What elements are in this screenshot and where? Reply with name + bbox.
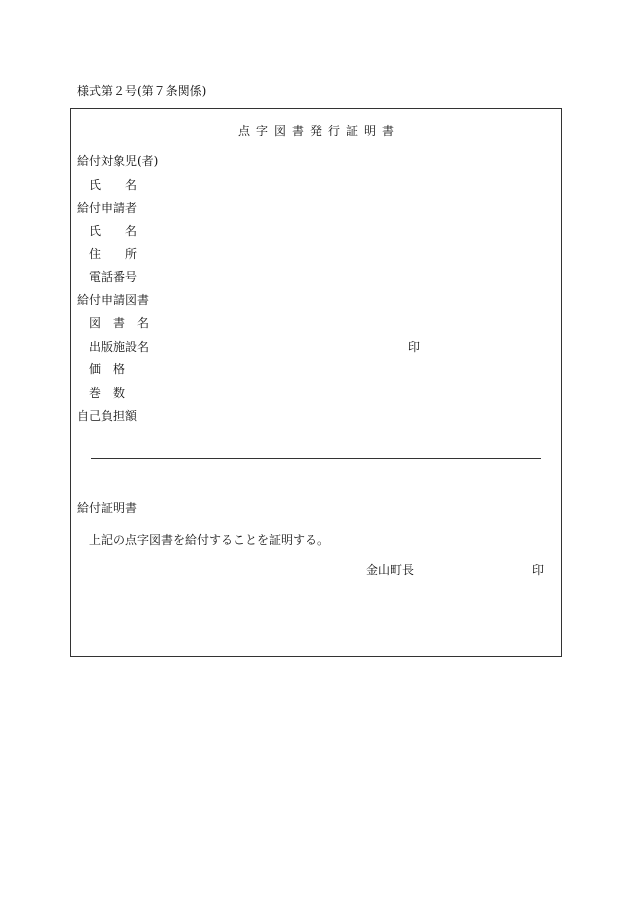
- publisher-seal-mark: 印: [408, 340, 421, 354]
- mayor-seal-mark: 印: [532, 563, 545, 577]
- recipient-heading: 給付対象児(者): [77, 154, 159, 168]
- book-heading: 給付申請図書: [77, 293, 150, 307]
- certificate-statement: 上記の点字図書を給付することを証明する。: [89, 533, 330, 547]
- form-number-label: 様式第２号(第７条関係): [77, 84, 207, 98]
- publisher-label: 出版施設名: [89, 340, 150, 354]
- recipient-name-label: 氏 名: [89, 178, 138, 192]
- form-frame: [70, 108, 562, 657]
- volumes-label: 巻 数: [89, 386, 126, 400]
- mayor-label: 金山町長: [366, 563, 415, 577]
- self-pay-label: 自己負担額: [77, 409, 138, 423]
- price-label: 価 格: [89, 362, 126, 376]
- document-title: 点字図書発行証明書: [237, 124, 400, 138]
- applicant-phone-label: 電話番号: [89, 270, 138, 284]
- applicant-heading: 給付申請者: [77, 201, 138, 215]
- certificate-heading: 給付証明書: [77, 501, 138, 515]
- applicant-address-label: 住 所: [89, 247, 138, 261]
- applicant-name-label: 氏 名: [89, 224, 138, 238]
- book-title-label: 図 書 名: [89, 316, 150, 330]
- section-divider: [91, 458, 541, 459]
